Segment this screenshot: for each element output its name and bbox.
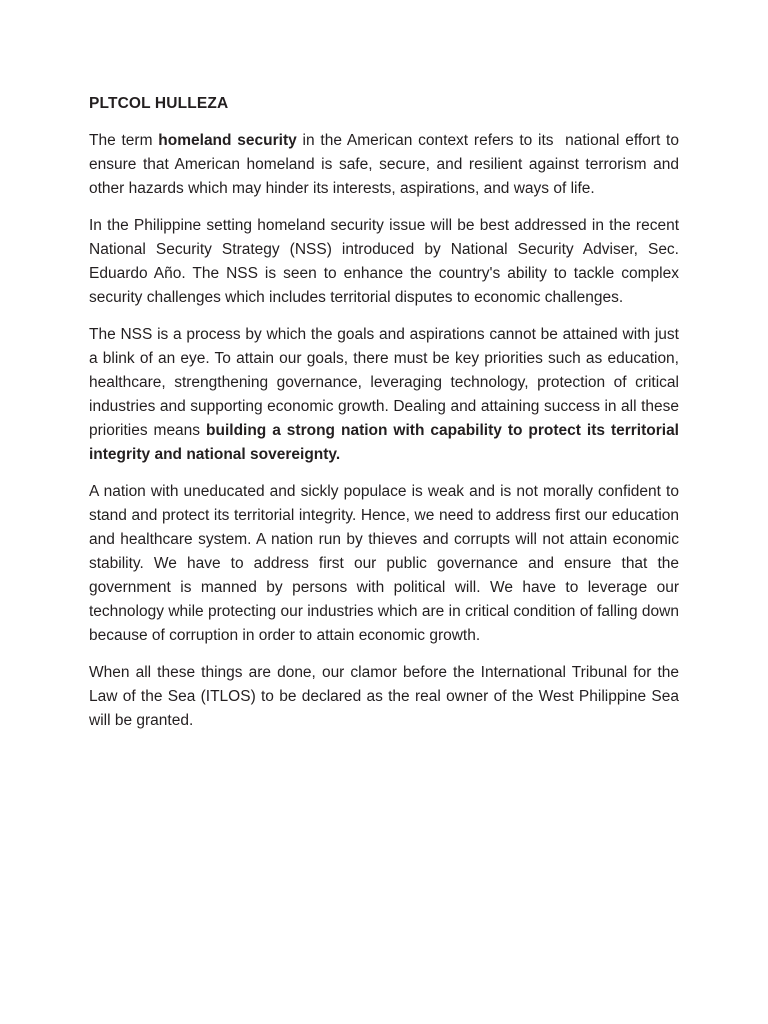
text-run: A nation with uneducated and sickly populace is weak and is not morally confident to stand and protect its territorial integrity. Hence, we need to address first our education and healthcare system. A nation run by thieves and corrupts will not attain economic stability. We have to address first our public governance and ensure that the government is manned by persons with political will. We have to leverage our technology while protecting our industries which are in critical condition of falling down because of corruption in order to attain economic growth.	[89, 483, 684, 644]
text-run-bold: homeland security	[158, 132, 297, 149]
document-text-block	[89, 92, 688, 733]
text-run: When all these things are done, our clamor before the International Tribunal for the Law of the Sea (ITLOS) to be declared as the real owner of the West Philippine Sea will be granted.	[89, 664, 684, 729]
paragraph	[89, 480, 684, 648]
paragraph	[89, 129, 684, 201]
paragraph	[89, 323, 684, 467]
paragraph	[89, 661, 684, 733]
text-run: In the Philippine setting homeland security issue will be best addressed in the recent National Security Strategy (NSS) introduced by National Security Adviser, Sec. Eduardo Año. The NSS is seen to enhance the country's ability to tackle complex security challenges which includes territorial disputes to economic challenges.	[89, 217, 688, 306]
text-run: The term	[89, 132, 159, 149]
page-title: PLTCOL HULLEZA	[89, 95, 229, 112]
text-run-bold: building a strong nation with capability to protect its territorial integrity and national sovereignty.	[89, 422, 684, 463]
paragraph-container	[89, 129, 688, 733]
text-run: The NSS is a process by which the goals and aspirations cannot be attained with just a blink of an eye. To attain our goals, there must be key priorities such as education, healthcare, strengthening governance, leveraging technology, protection of critical industries and supporting economic growth. Dealing and attaining success in all these priorities means	[89, 326, 684, 439]
paragraph	[89, 214, 688, 310]
text-run: in the American context refers to its national effort to ensure that American homeland is safe, secure, and resilient against terrorism and other hazards which may hinder its interests, aspirations, and ways of life.	[89, 132, 684, 197]
